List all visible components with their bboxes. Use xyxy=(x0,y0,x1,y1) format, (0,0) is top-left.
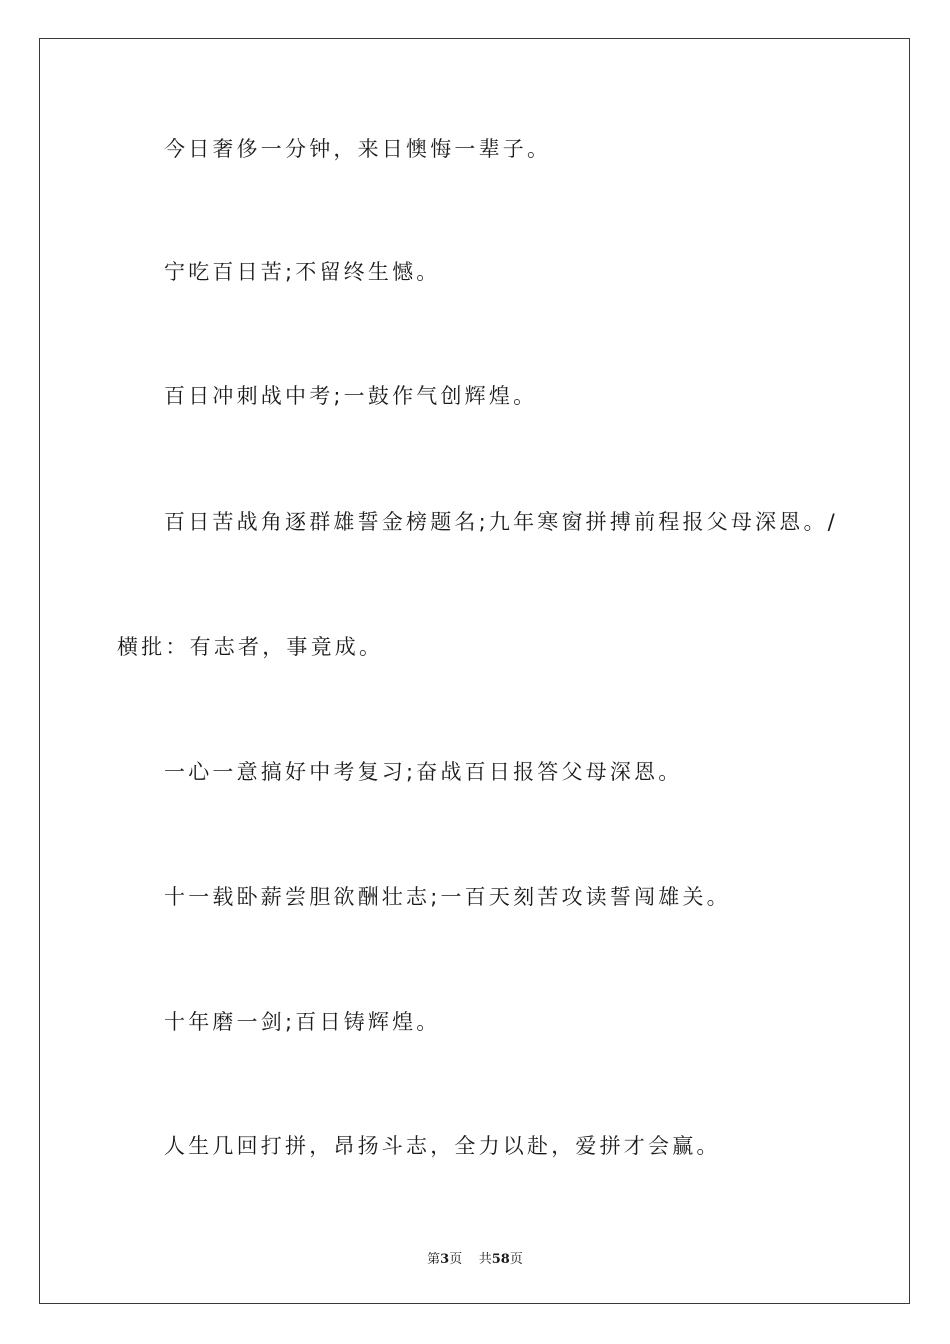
text-line-2: 宁吃百日苦;不留终生憾。 xyxy=(164,260,441,284)
page-suffix: 页 xyxy=(449,1252,463,1267)
page-footer xyxy=(0,1248,950,1267)
page-prefix: 第 xyxy=(427,1252,441,1267)
text-line-8: 十年磨一剑;百日铸辉煌。 xyxy=(164,1010,441,1034)
total-suffix: 页 xyxy=(509,1252,523,1267)
text-line-9: 人生几回打拼，昂扬斗志，全力以赴，爱拼才会赢。 xyxy=(164,1134,721,1158)
page-number: 3 xyxy=(440,1252,450,1267)
text-line-3: 百日冲刺战中考;一鼓作气创辉煌。 xyxy=(164,384,538,408)
text-line-7: 十一载卧薪尝胆欲酬壮志;一百天刻苦攻读誓闯雄关。 xyxy=(164,885,731,909)
text-line-1: 今日奢侈一分钟，来日懊悔一辈子。 xyxy=(164,137,552,161)
text-line-4: 百日苦战角逐群雄誓金榜题名;九年寒窗拼搏前程报父母深恩。/ xyxy=(164,510,838,534)
text-line-5-hengpi: 横批：有志者，事竟成。 xyxy=(117,635,384,659)
total-prefix: 共 xyxy=(478,1252,492,1267)
page-border xyxy=(39,38,910,1304)
total-pages: 58 xyxy=(491,1252,510,1267)
text-line-6: 一心一意搞好中考复习;奋战百日报答父母深恩。 xyxy=(164,760,683,784)
